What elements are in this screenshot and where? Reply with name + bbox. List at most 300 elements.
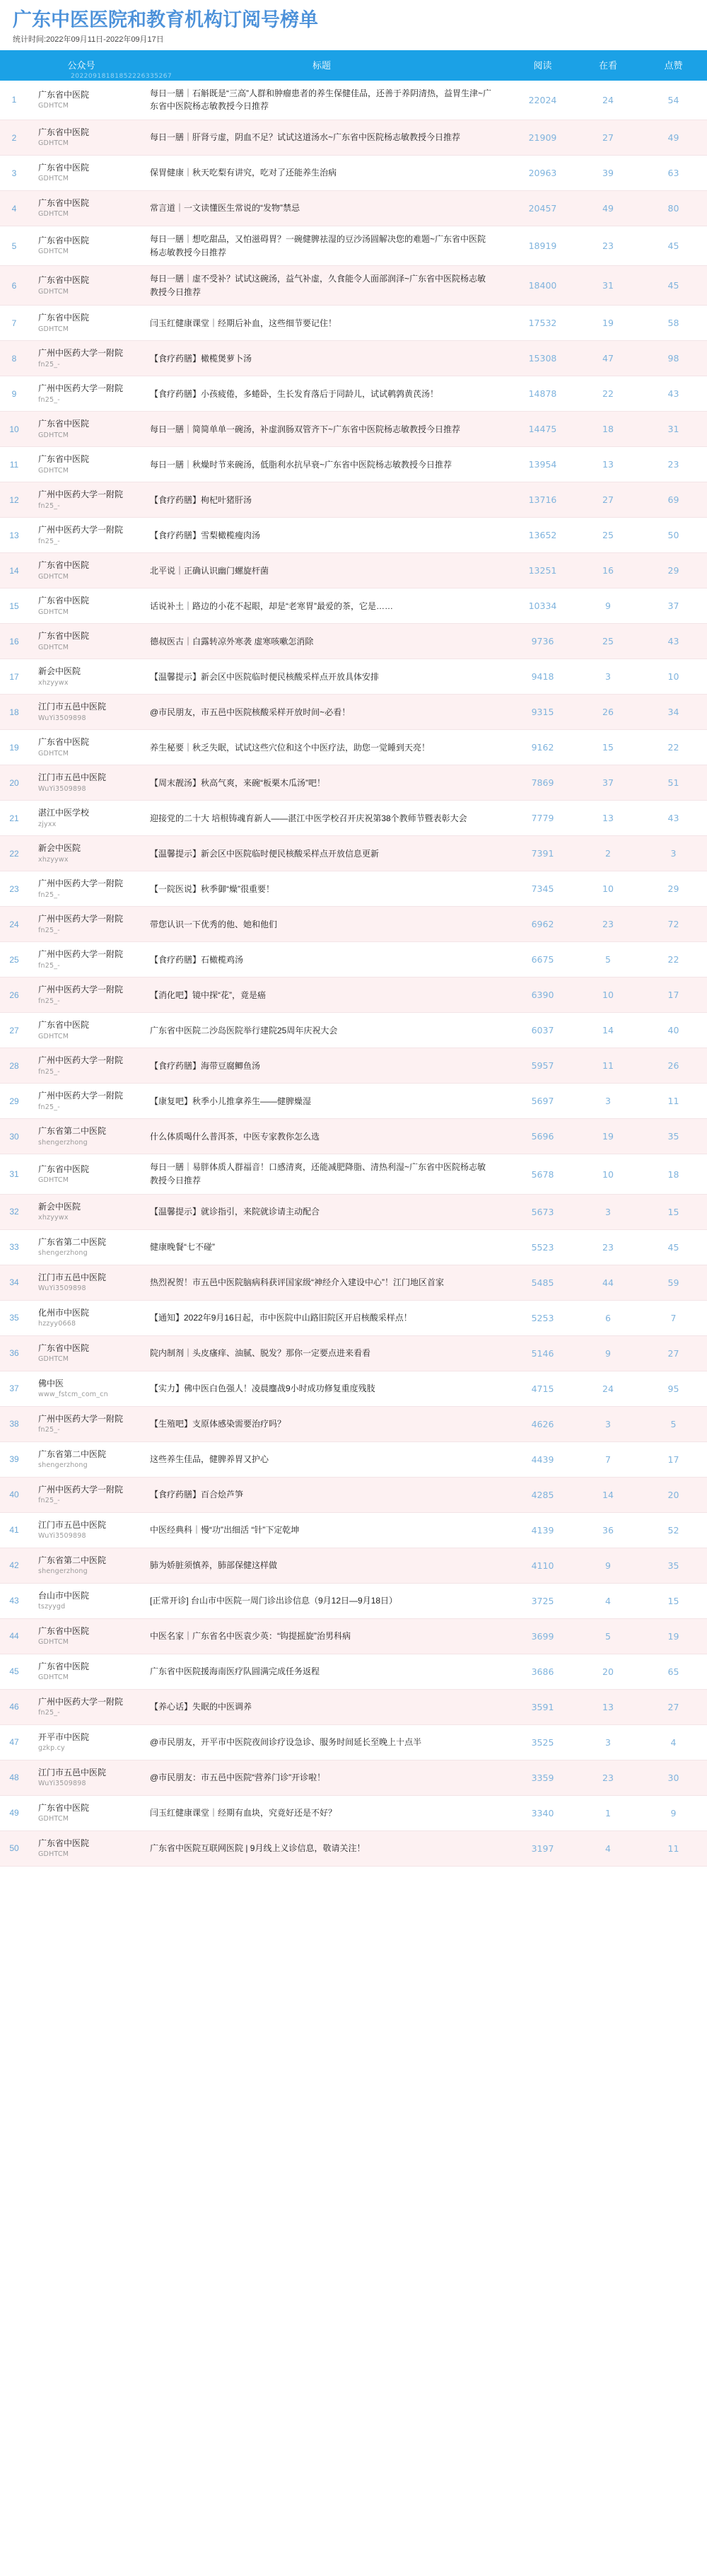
row-account-cell[interactable] bbox=[28, 695, 134, 730]
column-header-account-label: 公众号 bbox=[67, 59, 95, 71]
row-account-cell[interactable] bbox=[28, 1654, 134, 1689]
account-name: 广东省中医院 bbox=[38, 1625, 90, 1636]
row-article-title[interactable]: 迎接党的二十大 培根铸魂育新人——湛江中医学校召开庆祝第38个教师节暨表彰大会 bbox=[150, 813, 467, 823]
row-watch-count: 9 bbox=[605, 601, 611, 612]
row-article-title[interactable]: 【食疗药膳】雪梨橄榄瘦肉汤 bbox=[150, 530, 261, 540]
row-read-count: 18919 bbox=[528, 240, 557, 252]
row-rank: 2 bbox=[11, 132, 17, 143]
row-account-cell[interactable] bbox=[28, 412, 134, 447]
row-account-cell[interactable] bbox=[28, 1013, 134, 1048]
row-like-count: 95 bbox=[667, 1383, 679, 1394]
row-rank: 38 bbox=[9, 1419, 19, 1429]
row-read-count: 3686 bbox=[531, 1666, 554, 1677]
row-article-title[interactable]: 什么体质喝什么普洱茶，中医专家教你怎么选 bbox=[150, 1131, 320, 1142]
row-account-cell[interactable] bbox=[28, 1760, 134, 1795]
account-name: 广东省中医院 bbox=[38, 737, 90, 748]
row-rank: 8 bbox=[11, 353, 17, 364]
table-row[interactable] bbox=[0, 156, 707, 191]
row-account-cell[interactable] bbox=[28, 447, 134, 482]
row-like-count: 27 bbox=[667, 1701, 679, 1712]
row-article-title[interactable]: 每日一膳｜肝肾亏虚，阴血不足？试试这道汤水~广东省中医院杨志敏教授今日推荐 bbox=[150, 132, 461, 143]
row-account-cell[interactable] bbox=[28, 341, 134, 376]
column-header-account[interactable] bbox=[28, 50, 173, 81]
row-account-cell[interactable] bbox=[28, 624, 134, 659]
row-account-cell[interactable] bbox=[28, 156, 134, 191]
row-like-count: 18 bbox=[667, 1168, 679, 1180]
table-row[interactable] bbox=[0, 81, 707, 120]
account-id: GDHTCM bbox=[38, 139, 69, 148]
table-row[interactable] bbox=[0, 1548, 707, 1583]
account-name: 广东省中医院 bbox=[38, 1020, 90, 1031]
row-like-count: 43 bbox=[667, 813, 679, 824]
row-article-title[interactable]: 广东省中医院互联网医院 | 9月线上义诊信息，敬请关注！ bbox=[150, 1843, 366, 1853]
row-article-title[interactable]: 【温馨提示】新会区中医院临时便民核酸采样点开放信息更新 bbox=[150, 848, 380, 859]
table-row[interactable] bbox=[0, 907, 707, 942]
row-article-title[interactable]: 每日一膳｜想吃甜品，又怕滋碍胃？一碗健脾祛湿的豆沙汤圆解决您的难题~广东省中医院杨志敏教授今日推荐 bbox=[150, 234, 486, 257]
row-account-cell[interactable] bbox=[28, 907, 134, 942]
row-read-count: 5678 bbox=[531, 1168, 554, 1180]
table-row[interactable] bbox=[0, 730, 707, 765]
row-read-count: 13251 bbox=[528, 565, 557, 576]
row-rank: 17 bbox=[9, 671, 19, 682]
account-id: GDHTCM bbox=[38, 210, 69, 219]
row-read-count: 20457 bbox=[528, 203, 557, 214]
row-read-count: 4715 bbox=[531, 1383, 554, 1394]
column-header-watch[interactable]: 在看 bbox=[598, 59, 617, 71]
table-row[interactable] bbox=[0, 836, 707, 871]
row-like-count: 63 bbox=[667, 168, 679, 179]
row-article-title[interactable]: 德叔医古｜白露转凉外寒袭 虚寒咳嗽怎消除 bbox=[150, 636, 314, 646]
row-article-title[interactable]: 带您认识一下优秀的他、她和他们 bbox=[150, 919, 278, 929]
row-read-count: 7869 bbox=[531, 777, 554, 789]
account-name: 广东省中医院 bbox=[38, 1838, 90, 1848]
row-rank: 1 bbox=[11, 95, 17, 105]
row-article-title[interactable]: 中医名家｜广东省名中医袁少英：“钩提摇旋”治男科病 bbox=[150, 1630, 351, 1641]
row-article-title[interactable]: 肺为娇脏须慎养，肺部保健这样做 bbox=[150, 1560, 278, 1570]
row-watch-count: 24 bbox=[602, 1383, 614, 1394]
table-row[interactable] bbox=[0, 1154, 707, 1194]
account-id: WuYi3509898 bbox=[38, 784, 86, 793]
row-read-count: 5697 bbox=[531, 1096, 554, 1107]
row-like-count: 29 bbox=[667, 883, 679, 895]
row-account-cell[interactable] bbox=[28, 191, 134, 226]
table-row[interactable] bbox=[0, 1265, 707, 1300]
account-id: WuYi3509898 bbox=[38, 1779, 86, 1787]
row-like-count: 26 bbox=[667, 1060, 679, 1072]
account-name: 广东省中医院 bbox=[38, 1342, 90, 1353]
account-name: 广州中医药大学一附院 bbox=[38, 348, 124, 359]
row-account-cell[interactable] bbox=[28, 306, 134, 341]
row-account-cell[interactable] bbox=[28, 1048, 134, 1084]
account-id: fn25_- bbox=[38, 1708, 60, 1717]
row-read-count: 6962 bbox=[531, 919, 554, 930]
row-article-title[interactable]: 闫玉红健康课堂｜经期有血块，究竟好还是不好？ bbox=[150, 1807, 337, 1818]
row-article-title[interactable]: 【通知】2022年9月16日起，市中医院中山路旧院区开启核酸采样点！ bbox=[150, 1312, 412, 1323]
row-article-title[interactable]: 【食疗药膳】石橄榄鸡汤 bbox=[150, 954, 244, 965]
table-row[interactable] bbox=[0, 482, 707, 518]
row-account-cell[interactable] bbox=[28, 836, 134, 871]
row-read-count: 7391 bbox=[531, 848, 554, 859]
account-name: 广州中医药大学一附院 bbox=[38, 1696, 124, 1707]
row-watch-count: 9 bbox=[605, 1347, 611, 1359]
row-account-cell[interactable] bbox=[28, 588, 134, 624]
row-article-title[interactable]: 北平说｜正确认识幽门螺旋杆菌 bbox=[150, 565, 269, 576]
account-name: 江门市五邑中医院 bbox=[38, 702, 107, 712]
row-account-cell[interactable] bbox=[28, 765, 134, 801]
row-rank: 43 bbox=[9, 1596, 19, 1606]
table-row[interactable] bbox=[0, 226, 707, 266]
table-row[interactable] bbox=[0, 1013, 707, 1048]
row-rank: 18 bbox=[9, 707, 19, 717]
row-rank: 21 bbox=[9, 813, 19, 823]
row-watch-count: 3 bbox=[605, 1206, 611, 1217]
row-watch-count: 3 bbox=[605, 1418, 611, 1429]
table-row[interactable] bbox=[0, 1795, 707, 1831]
table-row[interactable] bbox=[0, 1229, 707, 1265]
column-header-read[interactable]: 阅读 bbox=[533, 59, 552, 71]
row-account-cell[interactable] bbox=[28, 376, 134, 412]
row-article-title[interactable]: 【食疗药膳】橄榄煲萝卜汤 bbox=[150, 353, 252, 364]
row-article-title[interactable]: 【食疗药膳】小孩疲倦，多蜷卧，生长发育落后于同龄儿，试试鹌鹑黄芪汤！ bbox=[150, 388, 439, 399]
table-row[interactable] bbox=[0, 1084, 707, 1119]
row-like-count: 45 bbox=[667, 240, 679, 252]
row-article-title[interactable]: 每日一膳｜易胖体质人群福音！口感清爽，还能减肥降脂、清热利湿~广东省中医院杨志敏教授今日推荐 bbox=[150, 1162, 486, 1186]
row-read-count: 4139 bbox=[531, 1524, 554, 1536]
row-read-count: 5696 bbox=[531, 1131, 554, 1142]
table-row[interactable] bbox=[0, 518, 707, 553]
row-account-cell[interactable] bbox=[28, 1119, 134, 1154]
row-watch-count: 16 bbox=[602, 565, 614, 576]
row-watch-count: 19 bbox=[602, 1131, 614, 1142]
row-article-title[interactable]: 【温馨提示】就诊指引，来院就诊请主动配合 bbox=[150, 1206, 320, 1217]
row-article-title[interactable]: 【实力】佛中医白色强人！凌晨鏖战9小时成功修复重度残肢 bbox=[150, 1383, 375, 1393]
table-row[interactable] bbox=[0, 624, 707, 659]
row-read-count: 5673 bbox=[531, 1206, 554, 1217]
row-account-cell[interactable] bbox=[28, 1194, 134, 1229]
row-rank: 42 bbox=[9, 1560, 19, 1571]
table-row[interactable] bbox=[0, 412, 707, 447]
table-row[interactable] bbox=[0, 1760, 707, 1795]
table-row[interactable] bbox=[0, 871, 707, 907]
table-row[interactable] bbox=[0, 553, 707, 588]
table-row[interactable] bbox=[0, 1618, 707, 1654]
row-account-cell[interactable] bbox=[28, 1477, 134, 1512]
account-name: 广东省中医院 bbox=[38, 163, 90, 173]
table-row[interactable] bbox=[0, 1724, 707, 1760]
row-rank: 35 bbox=[9, 1313, 19, 1323]
row-account-cell[interactable] bbox=[28, 1154, 134, 1194]
table-row[interactable] bbox=[0, 191, 707, 226]
table-row[interactable] bbox=[0, 266, 707, 306]
row-account-cell[interactable] bbox=[28, 730, 134, 765]
table-row[interactable] bbox=[0, 1441, 707, 1477]
row-account-cell[interactable] bbox=[28, 1441, 134, 1477]
account-id: fn25_- bbox=[38, 537, 60, 545]
table-row[interactable] bbox=[0, 1583, 707, 1618]
row-like-count: 58 bbox=[667, 318, 679, 329]
row-read-count: 3359 bbox=[531, 1772, 554, 1783]
row-like-count: 17 bbox=[667, 990, 679, 1001]
row-article-title[interactable]: 话说补土｜路边的小花不起眼，却是“老寒胃”最爱的茶，它是…… bbox=[150, 601, 393, 611]
row-like-count: 59 bbox=[667, 1277, 679, 1288]
row-read-count: 4626 bbox=[531, 1418, 554, 1429]
account-id: WuYi3509898 bbox=[38, 1284, 86, 1292]
row-rank: 26 bbox=[9, 990, 19, 1000]
row-rank: 24 bbox=[9, 919, 19, 929]
row-article-title[interactable]: 广东省中医院援海南医疗队圆满完成任务返程 bbox=[150, 1666, 320, 1676]
row-watch-count: 23 bbox=[602, 1241, 614, 1253]
row-article-title[interactable]: 【消化吧】镜中探“花”，竟是癌 bbox=[150, 990, 266, 1000]
row-like-count: 15 bbox=[667, 1206, 679, 1217]
row-account-cell[interactable] bbox=[28, 120, 134, 156]
account-id: www_fstcm_com_cn bbox=[38, 1390, 108, 1398]
row-rank: 4 bbox=[11, 203, 17, 214]
row-article-title[interactable]: 每日一膳｜简简单单一碗汤，补虚润肠双管齐下~广东省中医院杨志敏教授今日推荐 bbox=[150, 424, 461, 434]
table-row[interactable] bbox=[0, 765, 707, 801]
row-account-cell[interactable] bbox=[28, 1229, 134, 1265]
account-name: 广东省第二中医院 bbox=[38, 1555, 107, 1565]
row-article-title[interactable]: 【一院医说】秋季御“燥”很重要！ bbox=[150, 883, 274, 894]
row-article-title[interactable]: 院内制剂｜头皮瘙痒、油腻、脱发？那你一定要点进来看看 bbox=[150, 1347, 371, 1358]
row-rank: 3 bbox=[11, 168, 17, 178]
row-account-cell[interactable] bbox=[28, 1548, 134, 1583]
row-account-cell[interactable] bbox=[28, 553, 134, 588]
account-id: shengerzhong bbox=[38, 1567, 88, 1575]
column-header-like[interactable]: 点赞 bbox=[664, 59, 683, 71]
account-name: 新会中医院 bbox=[38, 666, 81, 677]
row-article-title[interactable]: 这些养生佳品，健脾养胃又护心 bbox=[150, 1454, 269, 1464]
row-like-count: 40 bbox=[667, 1025, 679, 1036]
row-watch-count: 37 bbox=[602, 777, 614, 789]
table-row[interactable] bbox=[0, 1477, 707, 1512]
account-name: 广州中医药大学一附院 bbox=[38, 525, 124, 535]
row-article-title[interactable]: @市民朋友，开平市中医院夜间诊疗设急诊、服务时间延长至晚上十点半 bbox=[150, 1736, 422, 1747]
row-like-count: 50 bbox=[667, 530, 679, 541]
row-read-count: 13716 bbox=[528, 494, 557, 506]
row-account-cell[interactable] bbox=[28, 1618, 134, 1654]
row-watch-count: 3 bbox=[605, 671, 611, 683]
row-account-cell[interactable] bbox=[28, 1724, 134, 1760]
row-article-title[interactable]: 【周末靓汤】秋高气爽，来碗“板栗木瓜汤”吧！ bbox=[150, 777, 325, 788]
table-row[interactable] bbox=[0, 447, 707, 482]
account-id: GDHTCM bbox=[38, 325, 69, 333]
row-account-cell[interactable] bbox=[28, 977, 134, 1013]
row-account-cell[interactable] bbox=[28, 482, 134, 518]
row-rank: 20 bbox=[9, 777, 19, 788]
row-account-cell[interactable] bbox=[28, 1335, 134, 1371]
table-row[interactable] bbox=[0, 695, 707, 730]
row-like-count: 11 bbox=[667, 1096, 679, 1107]
row-read-count: 6390 bbox=[531, 990, 554, 1001]
row-account-cell[interactable] bbox=[28, 659, 134, 695]
table-row[interactable] bbox=[0, 120, 707, 156]
row-article-title[interactable]: 【食疗药膳】海带豆腐鲫鱼汤 bbox=[150, 1060, 261, 1071]
row-watch-count: 18 bbox=[602, 424, 614, 435]
row-like-count: 4 bbox=[670, 1736, 677, 1748]
row-watch-count: 15 bbox=[602, 742, 614, 753]
account-id: shengerzhong bbox=[38, 1461, 88, 1469]
account-id: GDHTCM bbox=[38, 572, 69, 581]
row-account-cell[interactable] bbox=[28, 1406, 134, 1441]
row-watch-count: 23 bbox=[602, 1772, 614, 1783]
row-account-cell[interactable] bbox=[28, 518, 134, 553]
row-like-count: 7 bbox=[670, 1312, 677, 1323]
row-watch-count: 10 bbox=[602, 883, 614, 895]
account-name: 江门市五邑中医院 bbox=[38, 1519, 107, 1530]
row-rank: 44 bbox=[9, 1631, 19, 1642]
account-id: fn25_- bbox=[38, 360, 60, 369]
table-row[interactable] bbox=[0, 588, 707, 624]
table-row[interactable] bbox=[0, 1335, 707, 1371]
column-header-rank[interactable] bbox=[0, 50, 28, 81]
page-title: 广东中医医院和教育机构订阅号榜单 bbox=[13, 9, 318, 30]
row-article-title[interactable]: 健康晚餐“七不碰” bbox=[150, 1241, 215, 1252]
account-name: 广州中医药大学一附院 bbox=[38, 489, 124, 500]
row-read-count: 22024 bbox=[528, 94, 557, 105]
row-account-cell[interactable] bbox=[28, 1795, 134, 1831]
row-rank: 40 bbox=[9, 1490, 19, 1500]
account-id: fn25_- bbox=[38, 395, 60, 404]
table-row[interactable] bbox=[0, 1119, 707, 1154]
table-row[interactable] bbox=[0, 306, 707, 341]
table-row[interactable] bbox=[0, 341, 707, 376]
row-article-title[interactable]: 热烈祝贺！市五邑中医院脑病科获评国家级“神经介入建设中心”！江门地区首家 bbox=[150, 1277, 444, 1287]
row-article-title[interactable]: 每日一膳｜石斛既是“三高”人群和肿瘤患者的养生保健佳品，还善于养阴清热，益胃生津~广东省中医院杨志敏教授今日推荐 bbox=[150, 88, 492, 112]
row-account-cell[interactable] bbox=[28, 942, 134, 977]
row-account-cell[interactable] bbox=[28, 1265, 134, 1300]
row-article-title[interactable]: 【食疗药膳】百合烩芦笋 bbox=[150, 1489, 244, 1499]
account-name: 化州市中医院 bbox=[38, 1307, 90, 1318]
table-header-row bbox=[0, 50, 707, 81]
account-name: 广东省中医院 bbox=[38, 1164, 90, 1174]
row-read-count: 14475 bbox=[528, 424, 557, 435]
row-read-count: 9736 bbox=[531, 636, 554, 647]
row-article-title[interactable]: @市民朋友，市五邑中医院核酸采样开放时间~必看！ bbox=[150, 707, 351, 717]
row-article-title[interactable]: 每日一膳｜秋燥时节来碗汤，低脂利水抗早衰~广东省中医院杨志敏教授今日推荐 bbox=[150, 459, 452, 470]
row-article-title[interactable]: 广东省中医院二沙岛医院举行建院25周年庆祝大会 bbox=[150, 1025, 338, 1035]
row-account-cell[interactable] bbox=[28, 1831, 134, 1866]
account-id: GDHTCM bbox=[38, 1354, 69, 1363]
table-row[interactable] bbox=[0, 1371, 707, 1406]
row-read-count: 7345 bbox=[531, 883, 554, 895]
row-account-cell[interactable] bbox=[28, 1689, 134, 1724]
row-rank: 41 bbox=[9, 1525, 19, 1536]
row-watch-count: 2 bbox=[605, 848, 611, 859]
row-article-title[interactable]: 【温馨提示】新会区中医院临时便民核酸采样点开放具体安排 bbox=[150, 671, 380, 682]
row-article-title[interactable]: 闫玉红健康课堂｜经期后补血，这些细节要记住！ bbox=[150, 318, 337, 328]
row-watch-count: 1 bbox=[605, 1807, 611, 1818]
table-row[interactable] bbox=[0, 1406, 707, 1441]
row-like-count: 45 bbox=[667, 1241, 679, 1253]
row-watch-count: 6 bbox=[605, 1312, 611, 1323]
row-watch-count: 10 bbox=[602, 1168, 614, 1180]
account-id: hzzyy0668 bbox=[38, 1319, 76, 1328]
row-account-cell[interactable] bbox=[28, 1084, 134, 1119]
row-rank: 50 bbox=[9, 1843, 19, 1854]
row-rank: 48 bbox=[9, 1773, 19, 1783]
row-article-title[interactable]: [正常开诊] 台山市中医院一周门诊出诊信息（9月12日—9月18日） bbox=[150, 1595, 398, 1606]
row-article-title[interactable]: 【食疗药膳】枸杞叶猪肝汤 bbox=[150, 494, 252, 505]
row-account-cell[interactable] bbox=[28, 1512, 134, 1548]
row-read-count: 13652 bbox=[528, 530, 557, 541]
row-like-count: 19 bbox=[667, 1630, 679, 1642]
row-rank: 25 bbox=[9, 954, 19, 965]
row-account-cell[interactable] bbox=[28, 1371, 134, 1406]
row-account-cell[interactable] bbox=[28, 226, 134, 266]
row-read-count: 5253 bbox=[531, 1312, 554, 1323]
row-article-title[interactable]: 每日一膳｜虚不受补？试试这碗汤，益气补虚，久食能令人面部润泽~广东省中医院杨志敏教授今日推荐 bbox=[150, 274, 486, 297]
account-id: fn25_- bbox=[38, 1425, 60, 1434]
row-read-count: 13954 bbox=[528, 459, 557, 470]
row-watch-count: 4 bbox=[605, 1843, 611, 1854]
table-row[interactable] bbox=[0, 1194, 707, 1229]
row-read-count: 3340 bbox=[531, 1807, 554, 1818]
row-rank: 34 bbox=[9, 1277, 19, 1288]
table-row[interactable] bbox=[0, 801, 707, 836]
row-article-title[interactable]: 常言道｜一文读懂医生常说的“发物”禁忌 bbox=[150, 203, 300, 214]
account-name: 广东省中医院 bbox=[38, 313, 90, 323]
row-watch-count: 31 bbox=[602, 280, 614, 291]
account-id: fn25_- bbox=[38, 1496, 60, 1504]
account-id: shengerzhong bbox=[38, 1138, 88, 1147]
row-article-title[interactable]: 【康复吧】秋季小儿推拿养生——健脾燥湿 bbox=[150, 1096, 312, 1106]
table-row[interactable] bbox=[0, 1512, 707, 1548]
table-row[interactable] bbox=[0, 1831, 707, 1866]
account-id: GDHTCM bbox=[38, 1032, 69, 1040]
account-name: 湛江中医学校 bbox=[38, 808, 90, 818]
row-account-cell[interactable] bbox=[28, 1583, 134, 1618]
row-article-title[interactable]: 【生殖吧】支原体感染需要治疗吗？ bbox=[150, 1418, 286, 1429]
row-like-count: 45 bbox=[667, 280, 679, 291]
account-id: GDHTCM bbox=[38, 1637, 69, 1646]
account-name: 广东省中医院 bbox=[38, 89, 90, 100]
row-like-count: 98 bbox=[667, 353, 679, 364]
table-row[interactable] bbox=[0, 376, 707, 412]
row-watch-count: 20 bbox=[602, 1666, 614, 1677]
table-row[interactable] bbox=[0, 1048, 707, 1084]
table-body bbox=[0, 81, 707, 1866]
table-row[interactable] bbox=[0, 977, 707, 1013]
account-id: zjyxx bbox=[38, 820, 57, 828]
table-row[interactable] bbox=[0, 1689, 707, 1724]
row-watch-count: 44 bbox=[602, 1277, 614, 1288]
row-article-title[interactable]: 保胃健康｜秋天吃梨有讲究，吃对了还能养生治病 bbox=[150, 168, 337, 178]
row-account-cell[interactable] bbox=[28, 266, 134, 306]
row-read-count: 9315 bbox=[531, 707, 554, 718]
row-account-cell[interactable] bbox=[28, 801, 134, 836]
row-account-cell[interactable] bbox=[28, 81, 134, 120]
account-id: GDHTCM bbox=[38, 102, 69, 110]
table-row[interactable] bbox=[0, 1300, 707, 1335]
row-article-title[interactable]: 养生秘要｜秋乏失眠，试试这些穴位和这个中医疗法，助您一觉睡到天亮！ bbox=[150, 742, 431, 753]
row-rank: 49 bbox=[9, 1808, 19, 1818]
row-article-title[interactable]: @市民朋友：市五邑中医院“营养门诊”开诊啦！ bbox=[150, 1772, 326, 1782]
table-row[interactable] bbox=[0, 1654, 707, 1689]
account-id: fn25_- bbox=[38, 1103, 60, 1111]
row-article-title[interactable]: 【养心话】失眠的中医调养 bbox=[150, 1701, 252, 1712]
account-name: 广东省中医院 bbox=[38, 1802, 90, 1813]
row-account-cell[interactable] bbox=[28, 871, 134, 907]
row-like-count: 69 bbox=[667, 494, 679, 506]
account-name: 广州中医药大学一附院 bbox=[38, 383, 124, 394]
column-header-title[interactable]: 标题 bbox=[312, 59, 331, 71]
account-id: GDHTCM bbox=[38, 1850, 69, 1858]
row-account-cell[interactable] bbox=[28, 1300, 134, 1335]
table-row[interactable] bbox=[0, 659, 707, 695]
row-article-title[interactable]: 中医经典科｜慢“功”出细活 “针”下定乾坤 bbox=[150, 1524, 300, 1535]
row-read-count: 7779 bbox=[531, 813, 554, 824]
table-row[interactable] bbox=[0, 942, 707, 977]
